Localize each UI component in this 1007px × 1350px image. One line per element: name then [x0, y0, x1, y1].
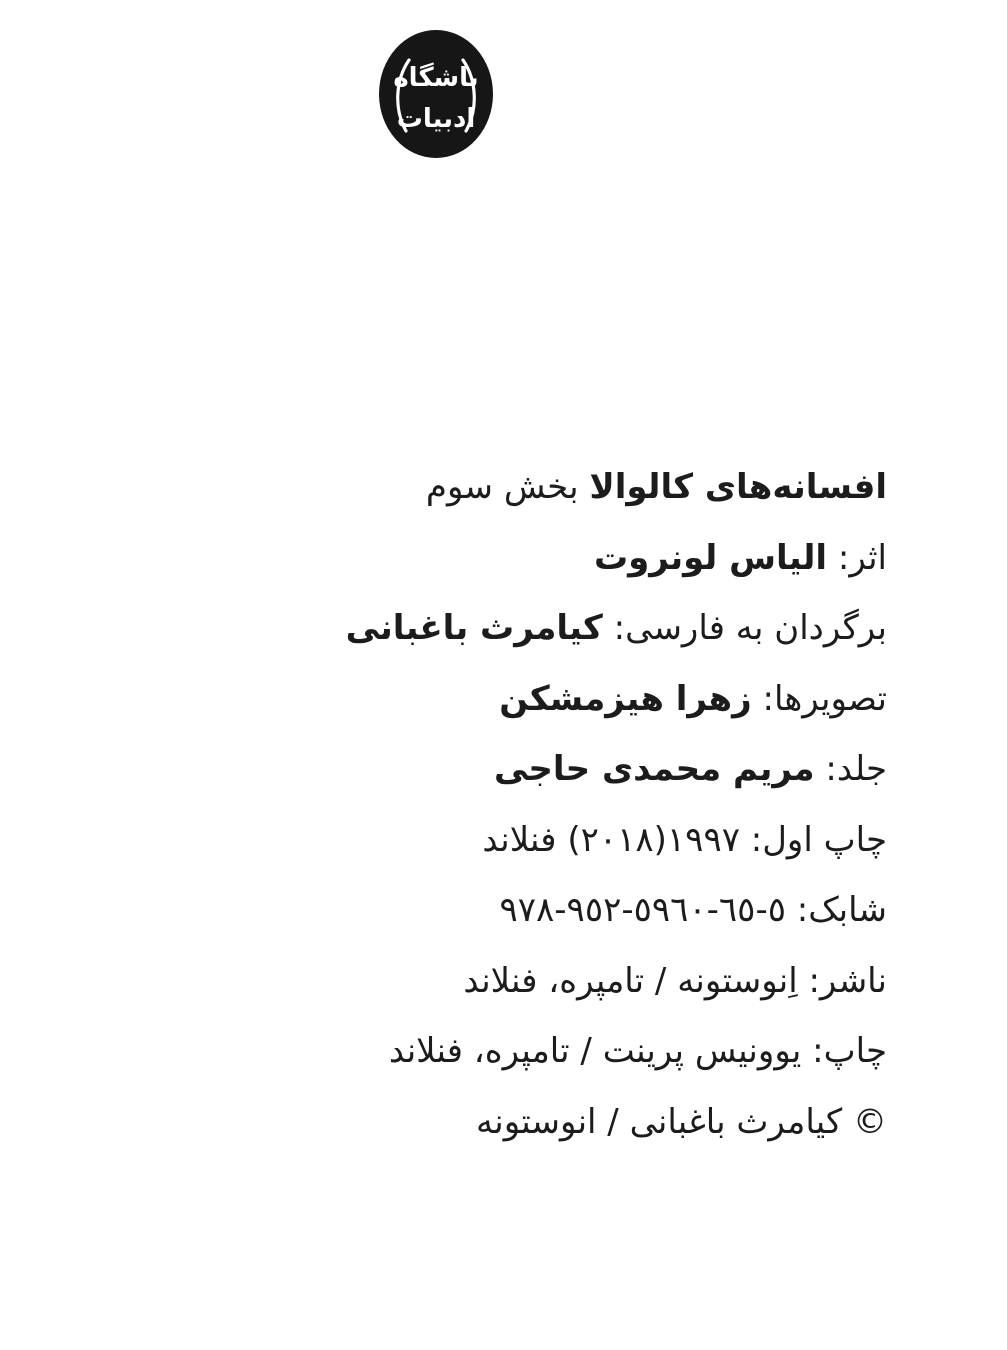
translator-name: کیامرث باغبانی [345, 608, 603, 648]
illustrations-label: تصویرها: [751, 678, 887, 719]
cover-label: جلد: [814, 749, 887, 789]
cover-designer-name: مریم محمدی حاجی [493, 749, 815, 789]
printer-line [40, 1016, 887, 1087]
edition-line [40, 805, 887, 876]
literature-club-stamp [377, 28, 495, 160]
translator-line [40, 593, 887, 664]
publisher-line [40, 946, 887, 1017]
isbn-label: شابک: [785, 890, 887, 930]
edition-text: چاپ اول: ١٩٩٧(٢٠١٨) فنلاند [482, 819, 887, 860]
book-title-section: بخش سوم [425, 467, 590, 507]
author-name: الیاس لونروت [593, 537, 828, 578]
author-label: اثر: [827, 537, 887, 578]
translator-label: برگردان به فارسی: [602, 608, 887, 648]
publisher-text: ناشر: اِنوستونه / تامپره، فنلاند [463, 960, 887, 1001]
stamp-word-top: باشگاه [393, 63, 479, 93]
isbn-number: ٩٧٨-٩٥٢-٥٩٦٠-٦٥-٥ [499, 890, 786, 930]
illustrator-name: زهرا هیزمشکن [499, 678, 752, 719]
isbn-line [40, 875, 887, 946]
printer-text: چاپ: یوونیس پرینت / تامپره، فنلاند [388, 1031, 887, 1071]
stamp-word-bottom: ادبیات [396, 104, 476, 134]
colophon-text-block [40, 452, 887, 1157]
book-title-line [40, 452, 887, 523]
copyright-line [40, 1087, 887, 1158]
illustrator-line [40, 664, 887, 735]
author-line [40, 523, 887, 594]
stamp-circle-background [379, 30, 493, 158]
cover-designer-line [40, 734, 887, 805]
copyright-text: © کیامرث باغبانی / انوستونه [476, 1101, 887, 1142]
stamp-graphic [377, 28, 495, 160]
book-title: افسانه‌های کالوالا [589, 467, 887, 507]
